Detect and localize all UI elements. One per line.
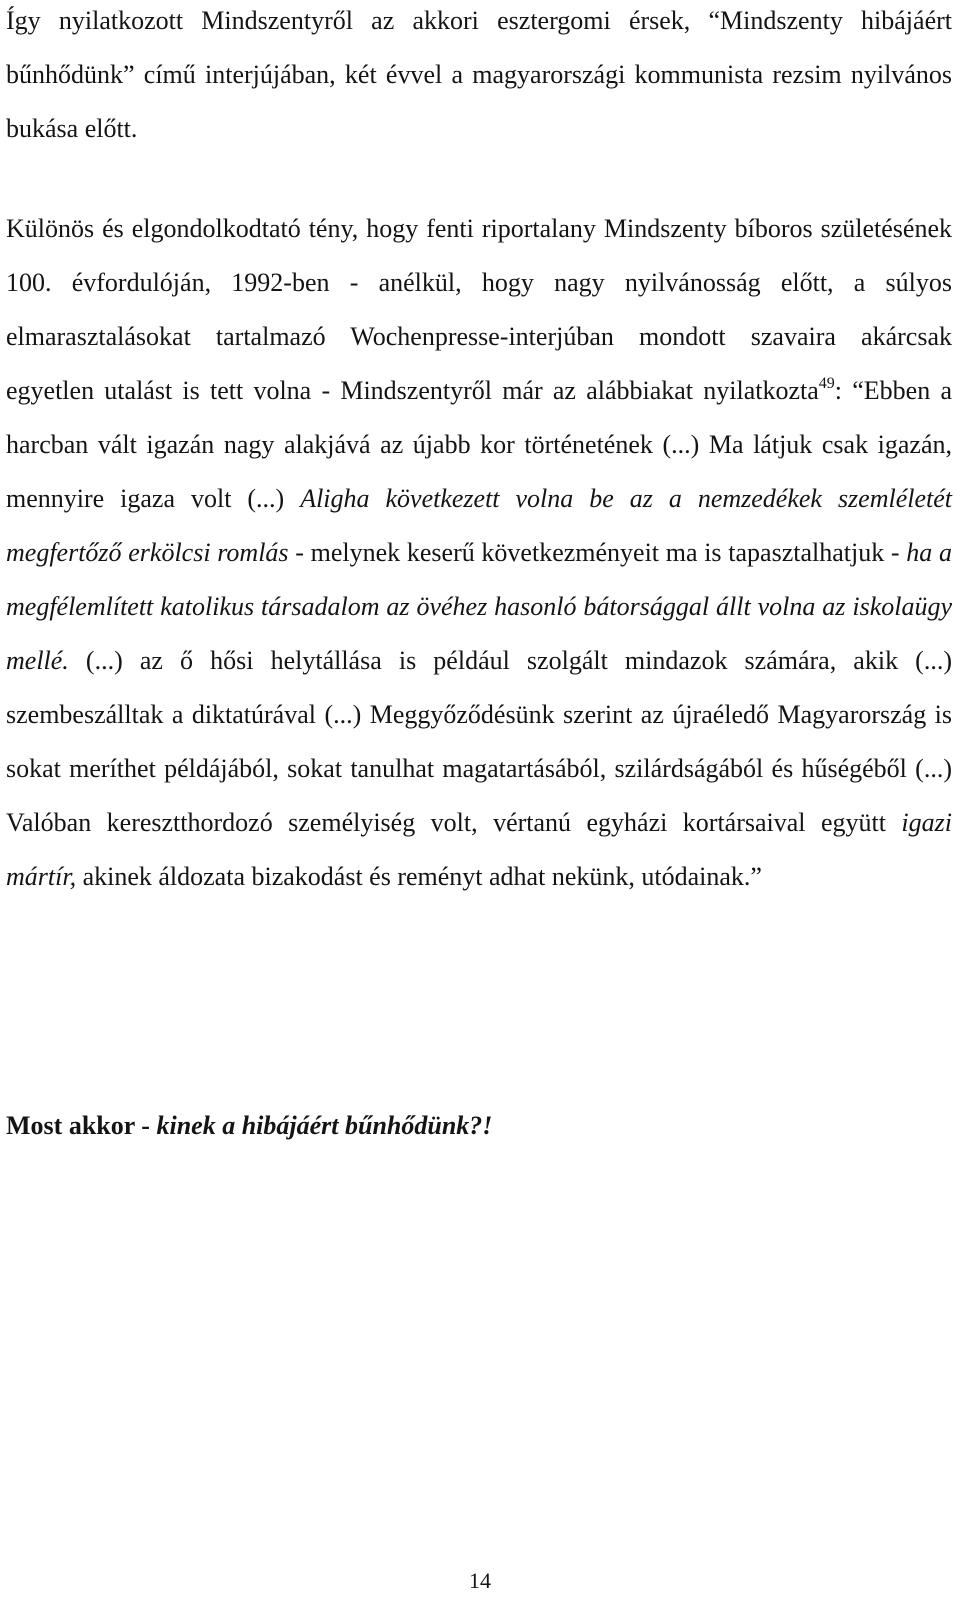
page-number: 14 <box>469 1568 491 1593</box>
closing-question-prefix: Most akkor - <box>6 1111 157 1140</box>
paragraph-quote-intro: Különös és elgondolkodtató tény, hogy fenti riportalany Mindszenty bíboros születésének 100. évfordulóján, 1992-ben - anélkül, hogy nagy nyilvánosság előtt, a súlyos elmarasztalásokat tartalmazó Wochenpresse-interjúban mondott szavaira akárcsak egyetlen utalást is tett volna - Mindszentyről már az alábbiakat nyilatkozta <box>6 214 952 405</box>
quote-emphasis: ha a megfélemlített katolikus társadalom az övéhez hasonló bátorsággal állt volna az iskolaügy mellé. <box>6 538 953 675</box>
quote-emphasis: Aligha következett volna be az a nemzedékek szemléletét megfertőző erkölcsi romlás <box>6 484 953 567</box>
paragraph-quote <box>6 202 952 904</box>
footnote-reference[interactable]: 49 <box>818 375 835 392</box>
quote-text: (...) az ő hősi helytállása is például szolgált mindazok számára, akik (...) szembeszálltak a diktatúrával (...) Meggyőződésünk szerint az újraéledő Magyarország is sokat meríthet példájából, sokat tanulhat magatartásából, szilárdságából és hűségéből (...) Valóban keresztthordozó személyiség volt, vértanú egyházi kortársaival együtt <box>6 646 952 837</box>
quote-text: : “Ebben a harcban vált igazán nagy alakjává az újabb kor történetének (...) Ma látjuk csak igazán, mennyire igaza volt (...) <box>6 376 952 513</box>
paragraph-intro: Így nyilatkozott Mindszentyről az akkori esztergomi érsek, “Mindszenty hibájáért bűnhődünk” című interjújában, két évvel a magyarországi kommunista rezsim nyilvános bukása előtt. <box>6 6 952 143</box>
closing-question <box>6 1099 952 1153</box>
quote-emphasis: igazi mártír, <box>6 808 952 891</box>
closing-question-emphasis: kinek a hibájáért bűnhődünk?! <box>156 1111 493 1140</box>
quote-text: - melynek keserű következményeit ma is tapasztalhatjuk - <box>288 538 907 567</box>
quote-text: akinek áldozata bizakodást és reményt adhat nekünk, utódainak.” <box>76 862 762 891</box>
